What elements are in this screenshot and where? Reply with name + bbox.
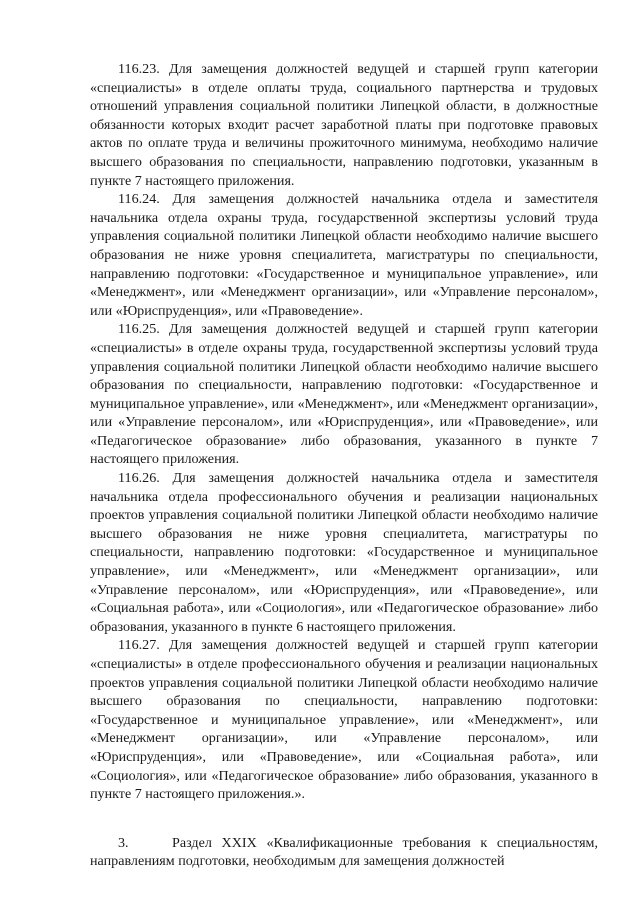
- paragraph-116-25: 116.25. Для замещения должностей ведущей и старшей групп категории «специалисты» в отделе охраны труда, государственной экспертизы условий труда управления социальной политики Липецкой области необходимо наличие высшего образования по специальности, направлению подготовки: «Государственное и муниципальное управление», или «Менеджмент», или «Менеджмент организации», или «Управление персоналом», или «Юриспруденция», или «Правоведение», или «Педагогическое образование» либо образования, указанного в пункте 7 настоящего приложения.: [90, 321, 598, 468]
- section-text: Раздел XXIX «Квалификационные требования к специальностям, направлениям подготовки, необходимым для замещения должностей: [90, 834, 598, 870]
- paragraph-116-27: 116.27. Для замещения должностей ведущей и старшей групп категории «специалисты» в отделе профессионального обучения и реализации национальных проектов управления социальной политики Липецкой области необходимо наличие высшего образования по специальности, направлению подготовки: «Государственное и муниципальное управление», или «Менеджмент», или «Менеджмент организации», или «Управление персоналом», или «Юриспруденция», или «Правоведение», или «Социальная работа», или «Социология», или «Педагогическое образование» либо образования, указанного в пункте 7 настоящего приложения.».: [90, 637, 598, 803]
- paragraph-116-26: 116.26. Для замещения должностей начальника отдела и заместителя начальника отдела профессионального обучения и реализации национальных проектов управления социальной политики Липецкой области необходимо наличие высшего образования не ниже уровня специалитета, магистратуры по специальности, направлению подготовки: «Государственное и муниципальное управление», или «Менеджмент», или «Менеджмент организации», или «Управление персоналом», или «Юриспруденция», или «Правоведение», или «Социальная работа», или «Социология», или «Педагогическое образование» либо образования, указанного в пункте 6 настоящего приложения.: [90, 470, 598, 635]
- paragraph-spacer: [90, 804, 598, 834]
- section-number: 3.: [118, 834, 129, 851]
- document-page: [90, 60, 598, 871]
- section-3-paragraph: [90, 834, 598, 871]
- paragraph-116-23: 116.23. Для замещения должностей ведущей и старшей групп категории «специалисты» в отделе оплаты труда, социального партнерства и трудовых отношений управления социальной политики Липецкой области, в должностные обязанности которых входит расчет заработной платы при подготовке правовых актов по оплате труда и величины прожиточного минимума, необходимо наличие высшего образования по специальности, направлению подготовки, указанным в пункте 7 настоящего приложения.: [90, 61, 598, 189]
- paragraph-116-24: 116.24. Для замещения должностей начальника отдела и заместителя начальника отдела охраны труда, государственной экспертизы условий труда управления социальной политики Липецкой области необходимо наличие высшего образования не ниже уровня специалитета, магистратуры по специальности, направлению подготовки: «Государственное и муниципальное управление», или «Менеджмент», или «Менеджмент организации», или «Управление персоналом», или «Юриспруденция», или «Правоведение».: [90, 191, 598, 319]
